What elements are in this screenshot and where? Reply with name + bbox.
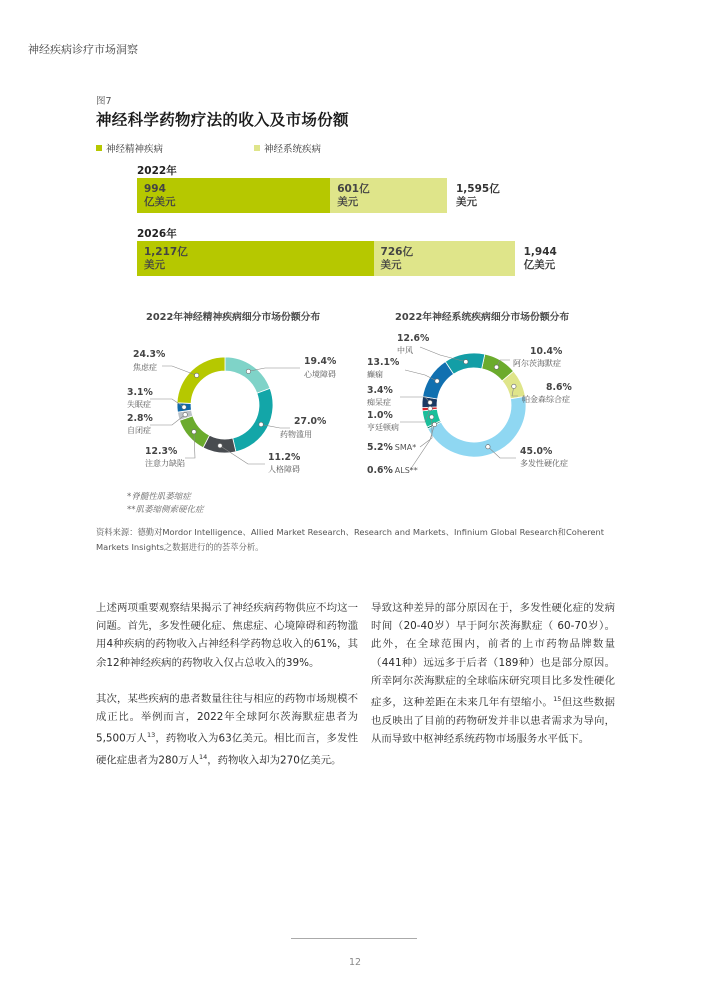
donut-label-text: 自闭症 — [127, 426, 151, 435]
donut-slice — [225, 357, 270, 393]
donut-title-neuropsychiatric: 2022年神经精神疾病细分市场份额分布 — [146, 312, 321, 323]
donut-label-text: 中风 — [397, 346, 413, 355]
donut-label-text: 癫痫 — [367, 370, 383, 379]
legend-label: 神经精神疾病 — [106, 144, 164, 155]
donut-label-text: 亨廷顿病 — [367, 423, 399, 432]
leader-dot — [428, 406, 432, 410]
footnote-ref: 15 — [553, 695, 562, 704]
donut-label-text: 12.6% — [397, 333, 430, 344]
body-paragraph-3 — [371, 599, 615, 748]
donut-label-text: 多发性硬化症 — [520, 459, 568, 468]
figure-label: 图7 — [96, 96, 112, 107]
donut-label-text: 19.4% — [304, 356, 337, 367]
donut-label-text: ALS** — [394, 466, 418, 475]
bar-segment: 726亿 美元 — [374, 241, 515, 276]
donut-label-text: 11.2% — [268, 452, 301, 463]
donut-label-text: 阿尔茨海默症 — [513, 359, 561, 368]
donut-label-text: 24.3% — [133, 349, 166, 360]
leader-dot — [183, 412, 187, 416]
donut-slice — [233, 388, 273, 451]
bar-total-label: 1,944 亿美元 — [523, 246, 557, 271]
bar-total-label: 1,595亿 美元 — [456, 183, 500, 208]
footer-divider — [291, 938, 417, 939]
bar-category-label: 2026年 — [137, 228, 177, 240]
donut-chart-neuropsychiatric — [177, 357, 273, 453]
text-run: 但这些数据也反映出了目前的药物研发并非以患者需求为导向，从而导致中枢神经系统药物市场服务水平低下。 — [371, 696, 616, 745]
leader-dot — [218, 443, 222, 447]
leader-dot — [259, 422, 263, 426]
donut-label-text: 13.1% — [367, 357, 400, 368]
page-number: 12 — [348, 957, 362, 968]
donut-slice — [177, 357, 225, 403]
donut-label-text: 1.0% — [367, 410, 393, 421]
text-run: 导致这种差异的部分原因在于，多发性硬化症的发病时间（20-40岁）早于阿尔茨海默症（ 60-70岁）。此外，在全球范围内，前者的上市药物品牌数量（441种）远远多于后者（189种）也是部分原因。所幸阿尔茨海默症的全球临床研究项目比多发性硬化症多，这种差距在未来几年有望缩小。 — [371, 602, 615, 709]
leader-dot — [435, 379, 439, 383]
legend-label: 神经系统疾病 — [264, 144, 322, 155]
donut-labels — [127, 333, 572, 476]
donut-label-text: 药物滥用 — [280, 430, 312, 439]
donut-label-text: 10.4% — [530, 346, 563, 357]
running-header: 神经疾病诊疗市场洞察 — [28, 43, 138, 56]
donut-label-text: SMA* — [394, 443, 417, 452]
leader-dot — [486, 445, 490, 449]
donut-label-text: 3.1% — [127, 387, 153, 398]
donut-title-neurological: 2022年神经系统疾病细分市场份额分布 — [395, 312, 570, 323]
bar-category-label: 2022年 — [137, 165, 177, 177]
footnote-ref: 13 — [146, 731, 156, 740]
donut-label-text: 45.0% — [520, 446, 553, 457]
bar-segment: 601亿 美元 — [330, 178, 447, 213]
leader-dot — [192, 430, 196, 434]
donut-label-text: 8.6% — [546, 382, 572, 393]
leader-dot — [494, 365, 498, 369]
donut-label-text: 焦虑症 — [133, 363, 157, 372]
donut-chart-neurological — [422, 353, 526, 457]
body-paragraph-2 — [96, 690, 358, 770]
leader-dot — [182, 405, 186, 409]
leader-dot — [432, 422, 436, 426]
footnote-als: **肌萎缩侧索硬化症 — [127, 505, 204, 515]
leader-dot — [512, 384, 516, 388]
donut-label-text: 0.6% — [367, 465, 393, 476]
text-run: 其次，某些疾病的患者数量往往与相应的药物市场规模不成正比。举例而言，2022年全球阿尔茨海默症患者为5,500万人 — [96, 693, 358, 745]
text-run: ，药物收入为63亿美元。相比而言，多发性硬化症患者为280万人 — [96, 732, 358, 767]
donut-label-text: 心境障碍 — [304, 370, 336, 379]
donut-label-text: 5.2% — [367, 442, 393, 453]
source-note: 资料来源：德勤对Mordor Intelligence、Allied Market Research、Research and Markets、Infinium Global Research和Coherent Markets Insights之数据进行的的荟萃分析。 — [96, 527, 605, 552]
body-paragraph-1: 上述两项重要观察结果揭示了神经疾病药物供应不均这一问题。首先，多发性硬化症、焦虑症、心境障碍和药物滥用4种疾病的药物收入占神经科学药物总收入的61%，其余12种神经疾病的药物收入仅占总收入的39%。 — [96, 602, 358, 669]
footnote-sma: *脊髓性肌萎缩症 — [127, 492, 191, 502]
text-run: ，药物收入却为270亿美元。 — [207, 754, 342, 767]
donut-label-text: 12.3% — [145, 446, 178, 457]
donut-label-text: 2.8% — [127, 413, 153, 424]
bar-segment: 1,217亿 美元 — [137, 241, 374, 276]
leader-dot — [194, 373, 198, 377]
donut-label-text: 注意力缺陷 — [145, 459, 185, 468]
donut-label-text: 27.0% — [294, 416, 327, 427]
figure-title: 神经科学药物疗法的收入及市场份额 — [96, 111, 349, 129]
donut-label-text: 失眠症 — [127, 400, 151, 409]
leader-dot — [428, 400, 432, 404]
donut-label-text: 3.4% — [367, 385, 393, 396]
leader-dot — [246, 369, 250, 373]
donut-label-text: 帕金森综合症 — [522, 395, 570, 404]
donut-label-text: 痴呆症 — [367, 398, 391, 407]
leader-dot — [429, 415, 433, 419]
donut-label-text: 人格障碍 — [268, 465, 300, 474]
donut-slice — [428, 396, 526, 457]
leader-dot — [464, 360, 468, 364]
bar-segment: 994 亿美元 — [137, 178, 330, 213]
footnote-ref: 14 — [198, 753, 208, 762]
